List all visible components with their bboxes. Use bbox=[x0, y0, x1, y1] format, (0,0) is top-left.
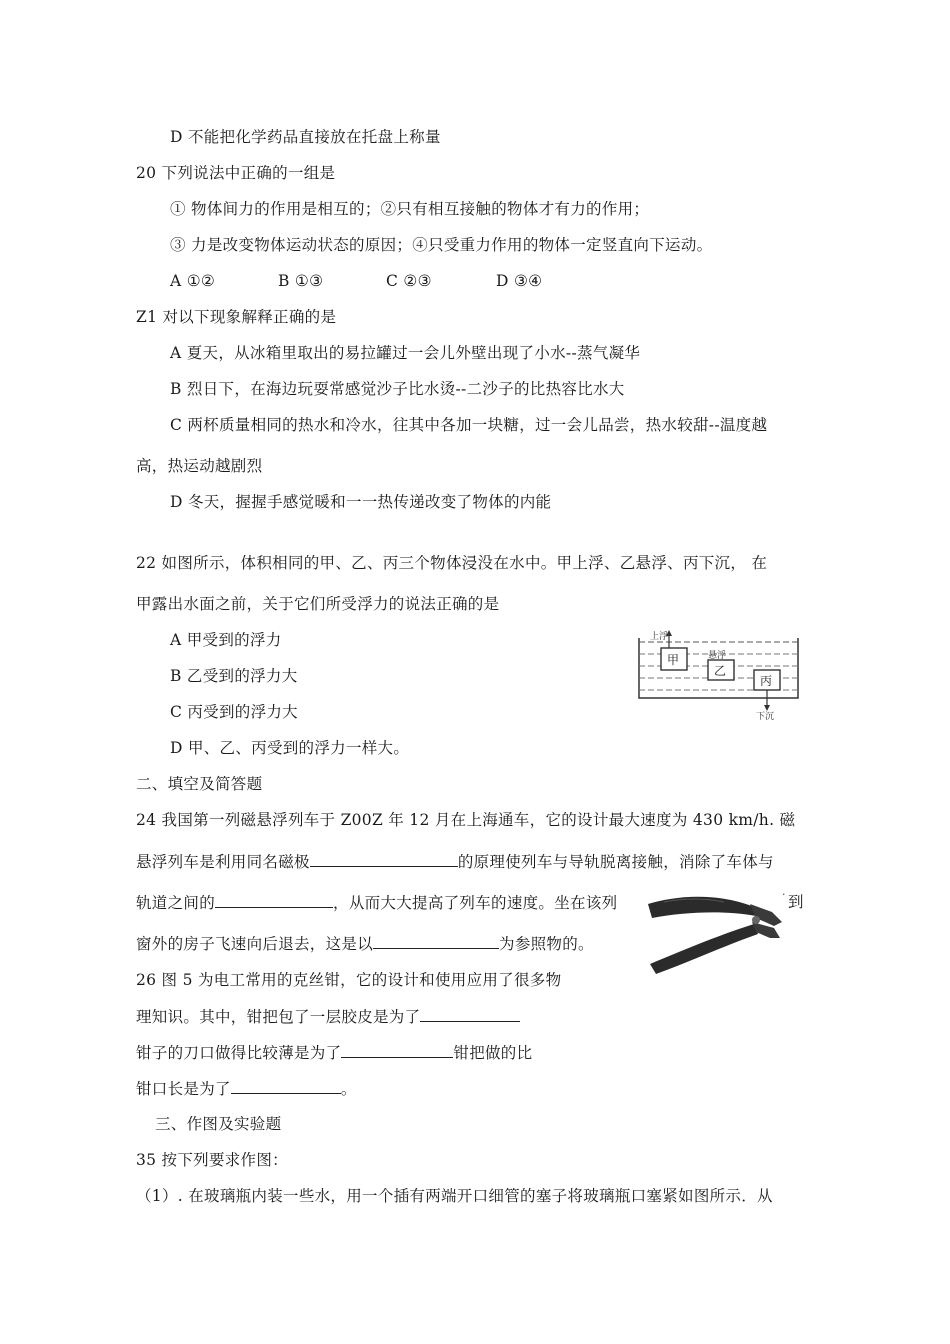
q24-blank-1[interactable] bbox=[310, 851, 458, 867]
question-24-line-2 bbox=[136, 851, 774, 872]
q24-text-3b: ，从而大大提高了列车的速度。坐在该列 bbox=[333, 894, 618, 912]
label-down: 下沉 bbox=[756, 712, 775, 720]
q26-blank-2[interactable] bbox=[341, 1042, 453, 1058]
question-24-line-3-tail: 到 bbox=[788, 893, 804, 911]
question-21-option-c-cont: 高，热运动越剧烈 bbox=[136, 457, 263, 475]
question-26-line-1: 26 图 5 为电工常用的克丝钳，它的设计和使用应用了很多物 bbox=[136, 971, 562, 989]
q26-blank-1[interactable] bbox=[420, 1006, 520, 1022]
question-22-stem: 22 如图所示，体积相同的甲、乙、丙三个物体浸没在水中。甲上浮、乙悬浮、丙下沉， 在 bbox=[136, 554, 768, 572]
label-suspend: 悬浮 bbox=[708, 651, 727, 661]
q26-text-2: 理知识。其中，钳把包了一层胶皮是为了 bbox=[136, 1008, 421, 1026]
q24-text-2a: 悬浮列车是利用同名磁极 bbox=[136, 853, 310, 871]
q20-option-d: D ③④ bbox=[496, 272, 543, 290]
q26-text-4a: 钳口长是为了 bbox=[136, 1080, 231, 1098]
question-19-option-d: D 不能把化学药品直接放在托盘上称量 bbox=[170, 128, 441, 146]
question-20-stem: 20 下列说法中正确的一组是 bbox=[136, 164, 336, 182]
section-2-heading: 二、填空及简答题 bbox=[136, 775, 263, 793]
q24-blank-3[interactable] bbox=[373, 933, 499, 949]
pliers-edge-mark: · bbox=[782, 888, 786, 901]
question-20-statement-2: ③ 力是改变物体运动状态的原因；④只受重力作用的物体一定竖直向下运动。 bbox=[170, 236, 713, 254]
q26-text-4b: 。 bbox=[340, 1080, 357, 1098]
q20-option-b: B ①③ bbox=[278, 272, 324, 290]
buoyancy-diagram-icon bbox=[636, 628, 804, 720]
q24-blank-2[interactable] bbox=[215, 892, 333, 908]
q26-text-3a: 钳子的刀口做得比较薄是为了 bbox=[136, 1044, 342, 1062]
question-21-option-d: D 冬天，握握手感觉暖和一一热传递改变了物体的内能 bbox=[170, 493, 552, 511]
question-20-options bbox=[170, 271, 543, 291]
q26-text-3b: 钳把做的比 bbox=[453, 1044, 533, 1062]
q24-text-2b: 的原理使列车与导轨脱离接触，消除了车体与 bbox=[457, 853, 774, 871]
question-22-option-d: D 甲、乙、丙受到的浮力一样大。 bbox=[170, 739, 410, 757]
question-21-option-a: A 夏天，从冰箱里取出的易拉罐过一会儿外壁出现了小水--蒸气凝华 bbox=[170, 344, 641, 362]
question-24-line-3 bbox=[136, 892, 617, 913]
question-35-part-1: （1）. 在玻璃瓶内装一些水，用一个插有两端开口细管的塞子将玻璃瓶口塞紧如图所示．从 bbox=[136, 1187, 773, 1205]
section-3-heading: 三、作图及实验题 bbox=[155, 1115, 282, 1133]
q24-text-4a: 窗外的房子飞速向后退去，这是以 bbox=[136, 935, 374, 953]
question-21-option-c: C 两杯质量相同的热水和冷水，往其中各加一块糖，过一会儿品尝，热水较甜--温度越 bbox=[170, 416, 768, 434]
question-24-line-4 bbox=[136, 933, 594, 954]
label-up: 上浮 bbox=[650, 632, 669, 642]
q24-text-3a: 轨道之间的 bbox=[136, 894, 216, 912]
label-jia: 甲 bbox=[667, 653, 680, 667]
question-24-line-1: 24 我国第一列磁悬浮列车于 Z00Z 年 12 月在上海通车，它的设计最大速度为 430 km/h. 磁 bbox=[136, 811, 796, 829]
question-22-option-c: C 丙受到的浮力大 bbox=[170, 703, 298, 721]
question-22-stem-cont: 甲露出水面之前，关于它们所受浮力的说法正确的是 bbox=[136, 595, 500, 613]
question-26-line-4 bbox=[136, 1078, 357, 1099]
question-22-option-a: A 甲受到的浮力 bbox=[170, 631, 282, 649]
label-yi: 乙 bbox=[714, 664, 727, 678]
question-21-option-b: B 烈日下，在海边玩耍常感觉沙子比水烫--二沙子的比热容比水大 bbox=[170, 380, 625, 398]
q20-option-a: A ①② bbox=[170, 272, 216, 290]
pliers-icon bbox=[644, 876, 786, 980]
question-35-stem: 35 按下列要求作图： bbox=[136, 1151, 288, 1169]
q20-option-c: C ②③ bbox=[386, 272, 432, 290]
question-26-line-3 bbox=[136, 1042, 532, 1063]
question-22-option-b: B 乙受到的浮力大 bbox=[170, 667, 298, 685]
q24-text-4b: 为参照物的。 bbox=[499, 935, 594, 953]
question-21-stem: Z1 对以下现象解释正确的是 bbox=[136, 308, 337, 326]
question-20-statement-1: ① 物体间力的作用是相互的；②只有相互接触的物体才有力的作用； bbox=[170, 200, 650, 218]
pliers-figure bbox=[644, 876, 786, 980]
q26-blank-3[interactable] bbox=[231, 1078, 341, 1094]
buoyancy-figure bbox=[636, 628, 804, 720]
question-26-line-2 bbox=[136, 1006, 520, 1027]
label-bing: 丙 bbox=[760, 674, 773, 688]
